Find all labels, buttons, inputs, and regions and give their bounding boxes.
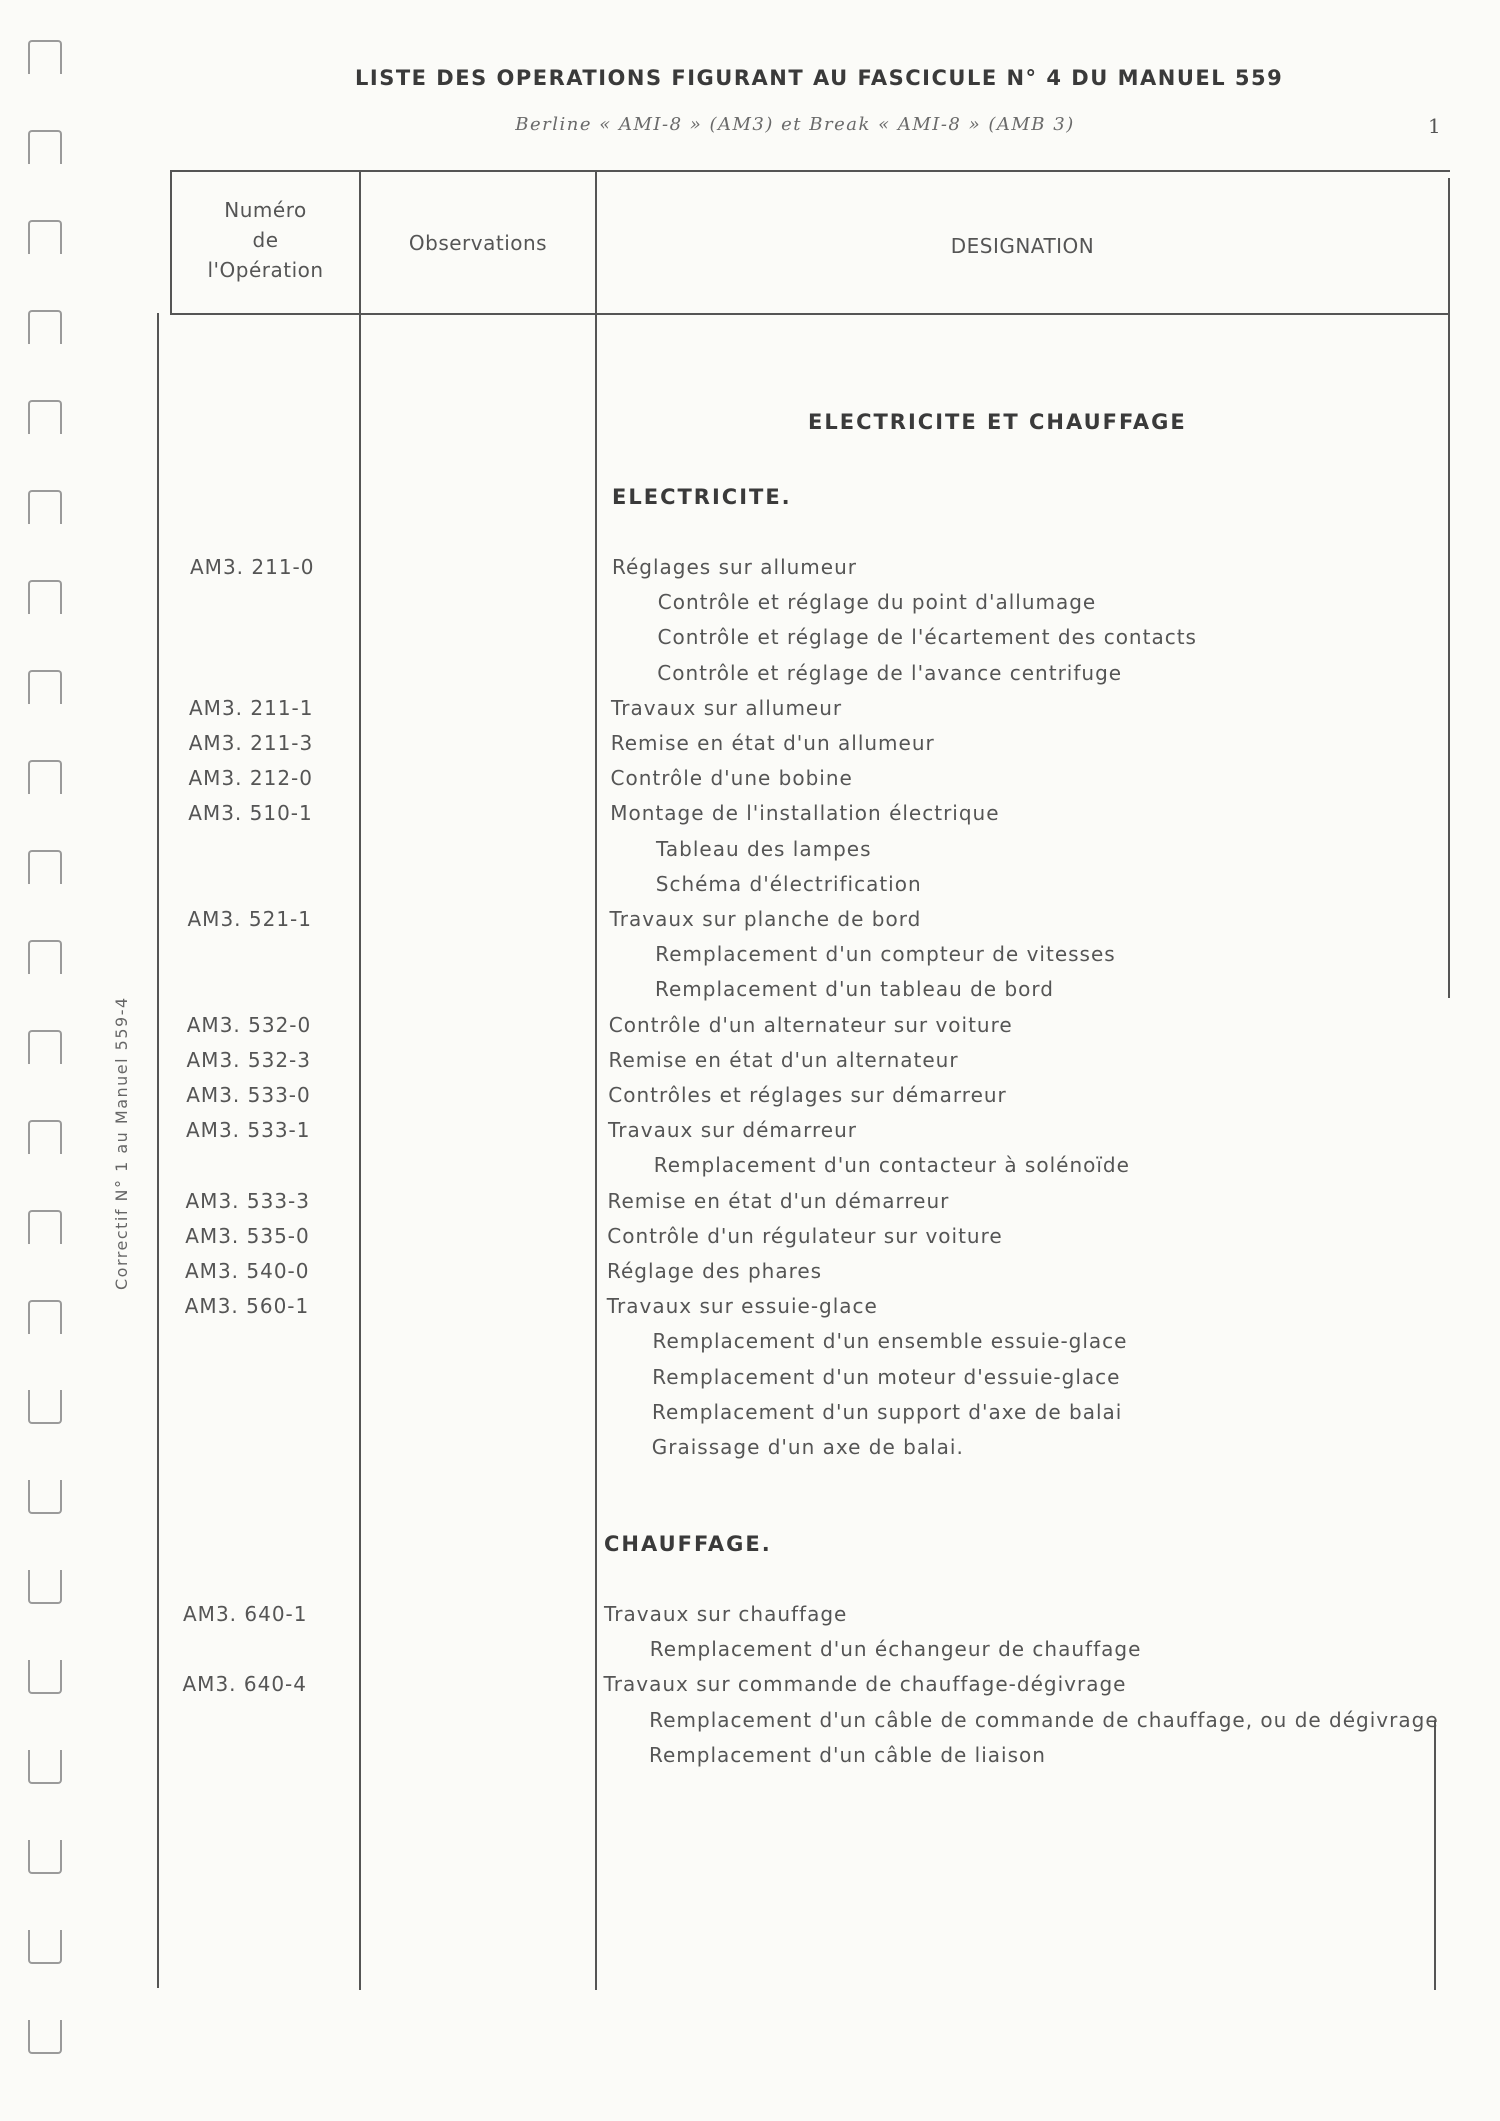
designation-item: Travaux sur commande de chauffage-dégivrage (603, 1672, 1127, 1697)
designation-subitem: Remplacement d'un moteur d'essuie-glace (652, 1364, 1121, 1389)
section-title: ELECTRICITE. (612, 485, 792, 509)
designation-item: Contrôles et réglages sur démarreur (608, 1083, 1007, 1107)
designation-subitem: Tableau des lampes (656, 836, 872, 861)
page-title: LISTE DES OPERATIONS FIGURANT AU FASCICULE N° 4 DU MANUEL 559 (355, 66, 1284, 90)
designation-subitem: Contrôle et réglage de l'écartement des contacts (657, 625, 1197, 650)
designation-item: Contrôle d'une bobine (610, 766, 853, 791)
operation-number: AM3. 510-1 (188, 801, 313, 826)
designation-subitem: Remplacement d'un tableau de bord (655, 977, 1054, 1002)
binder-hole (28, 1570, 62, 1604)
table-top-border (170, 170, 1450, 172)
designation-item: Remise en état d'un démarreur (607, 1188, 950, 1213)
designation-item: Réglage des phares (607, 1259, 823, 1283)
operation-number: AM3. 533-0 (186, 1083, 311, 1107)
page-number: 1 (1428, 114, 1441, 138)
binder-hole (28, 2020, 62, 2054)
designation-item: Contrôle d'un alternateur sur voiture (608, 1012, 1013, 1037)
operation-number: AM3. 535-0 (185, 1223, 310, 1248)
header-observations: Observations (408, 231, 548, 255)
designation-item: Travaux sur démarreur (608, 1118, 857, 1143)
designation-item: Réglages sur allumeur (612, 555, 857, 579)
binder-hole (28, 760, 62, 794)
side-note: Correctif N° 1 au Manuel 559-4 (112, 996, 131, 1290)
binder-hole (28, 580, 62, 614)
section-title: CHAUFFAGE. (604, 1532, 772, 1556)
operation-number: AM3. 521-1 (187, 907, 312, 931)
operation-number: AM3. 211-3 (188, 731, 314, 755)
operation-number: AM3. 533-3 (185, 1188, 310, 1213)
binder-hole (28, 1120, 62, 1154)
binder-hole (28, 220, 62, 254)
binder-hole (28, 1480, 62, 1514)
binder-hole (28, 310, 62, 344)
operation-number: AM3. 640-4 (182, 1672, 307, 1697)
column-divider-1 (359, 170, 361, 1990)
binder-hole (28, 670, 62, 704)
binder-hole (28, 940, 62, 974)
designation-subitem: Schéma d'électrification (655, 871, 922, 896)
table-left-border (157, 313, 159, 1988)
designation-subitem: Remplacement d'un câble de liaison (649, 1742, 1046, 1767)
binder-hole (28, 1300, 62, 1334)
binder-hole (28, 1390, 62, 1424)
table-right-border (1448, 178, 1450, 998)
binder-hole (28, 1660, 62, 1694)
designation-subitem: Graissage d'un axe de balai. (651, 1435, 964, 1459)
designation-item: Travaux sur allumeur (611, 695, 843, 720)
header-designation: DESIGNATION (950, 234, 1095, 258)
designation-subitem: Remplacement d'un ensemble essuie-glace (652, 1329, 1128, 1354)
binder-hole (28, 1930, 62, 1964)
binder-hole (28, 1840, 62, 1874)
designation-item: Travaux sur chauffage (604, 1602, 848, 1626)
operation-number: AM3. 211-0 (190, 555, 315, 579)
operation-number: AM3. 532-3 (186, 1047, 311, 1072)
designation-subitem: Remplacement d'un support d'axe de balai (652, 1399, 1123, 1424)
designation-subitem: Remplacement d'un contacteur à solénoïde (653, 1153, 1130, 1178)
table-right-border-lower (1434, 1720, 1436, 1990)
binder-hole (28, 1750, 62, 1784)
designation-item: Contrôle d'un régulateur sur voiture (607, 1223, 1003, 1248)
operation-number: AM3. 211-1 (189, 695, 314, 720)
operation-number: AM3. 640-1 (183, 1602, 308, 1626)
operation-number: AM3. 212-0 (188, 766, 313, 791)
designation-item: Remise en état d'un alternateur (608, 1047, 959, 1072)
header-divider (170, 313, 1450, 315)
binder-hole (28, 400, 62, 434)
operation-number: AM3. 540-0 (185, 1259, 310, 1283)
main-section-title: ELECTRICITE ET CHAUFFAGE (808, 410, 1187, 434)
page-subtitle: Berline « AMI-8 » (AM3) et Break « AMI-8 » (AMB 3) (515, 114, 1075, 135)
binder-hole (28, 850, 62, 884)
binder-hole (28, 1030, 62, 1064)
column-divider-2 (595, 170, 597, 1990)
designation-subitem: Remplacement d'un compteur de vitesses (655, 942, 1116, 967)
designation-item: Travaux sur planche de bord (609, 907, 922, 931)
binder-hole (28, 40, 62, 74)
operation-number: AM3. 532-0 (186, 1012, 312, 1037)
binder-hole (28, 490, 62, 524)
operation-number: AM3. 560-1 (184, 1294, 310, 1319)
designation-item: Remise en état d'un allumeur (610, 731, 935, 755)
designation-subitem: Remplacement d'un câble de commande de chauffage, ou de dégivrage (649, 1707, 1439, 1732)
binder-hole (28, 130, 62, 164)
designation-item: Montage de l'installation électrique (610, 801, 1000, 826)
binder-holes (28, 40, 68, 2100)
designation-subitem: Contrôle et réglage du point d'allumage (657, 590, 1097, 615)
operation-number: AM3. 533-1 (186, 1118, 311, 1143)
header-numero: Numéro de l'Opération (207, 198, 324, 282)
designation-subitem: Remplacement d'un échangeur de chauffage (649, 1637, 1142, 1662)
designation-subitem: Contrôle et réglage de l'avance centrifuge (657, 660, 1123, 685)
designation-item: Travaux sur essuie-glace (606, 1294, 878, 1319)
binder-hole (28, 1210, 62, 1244)
